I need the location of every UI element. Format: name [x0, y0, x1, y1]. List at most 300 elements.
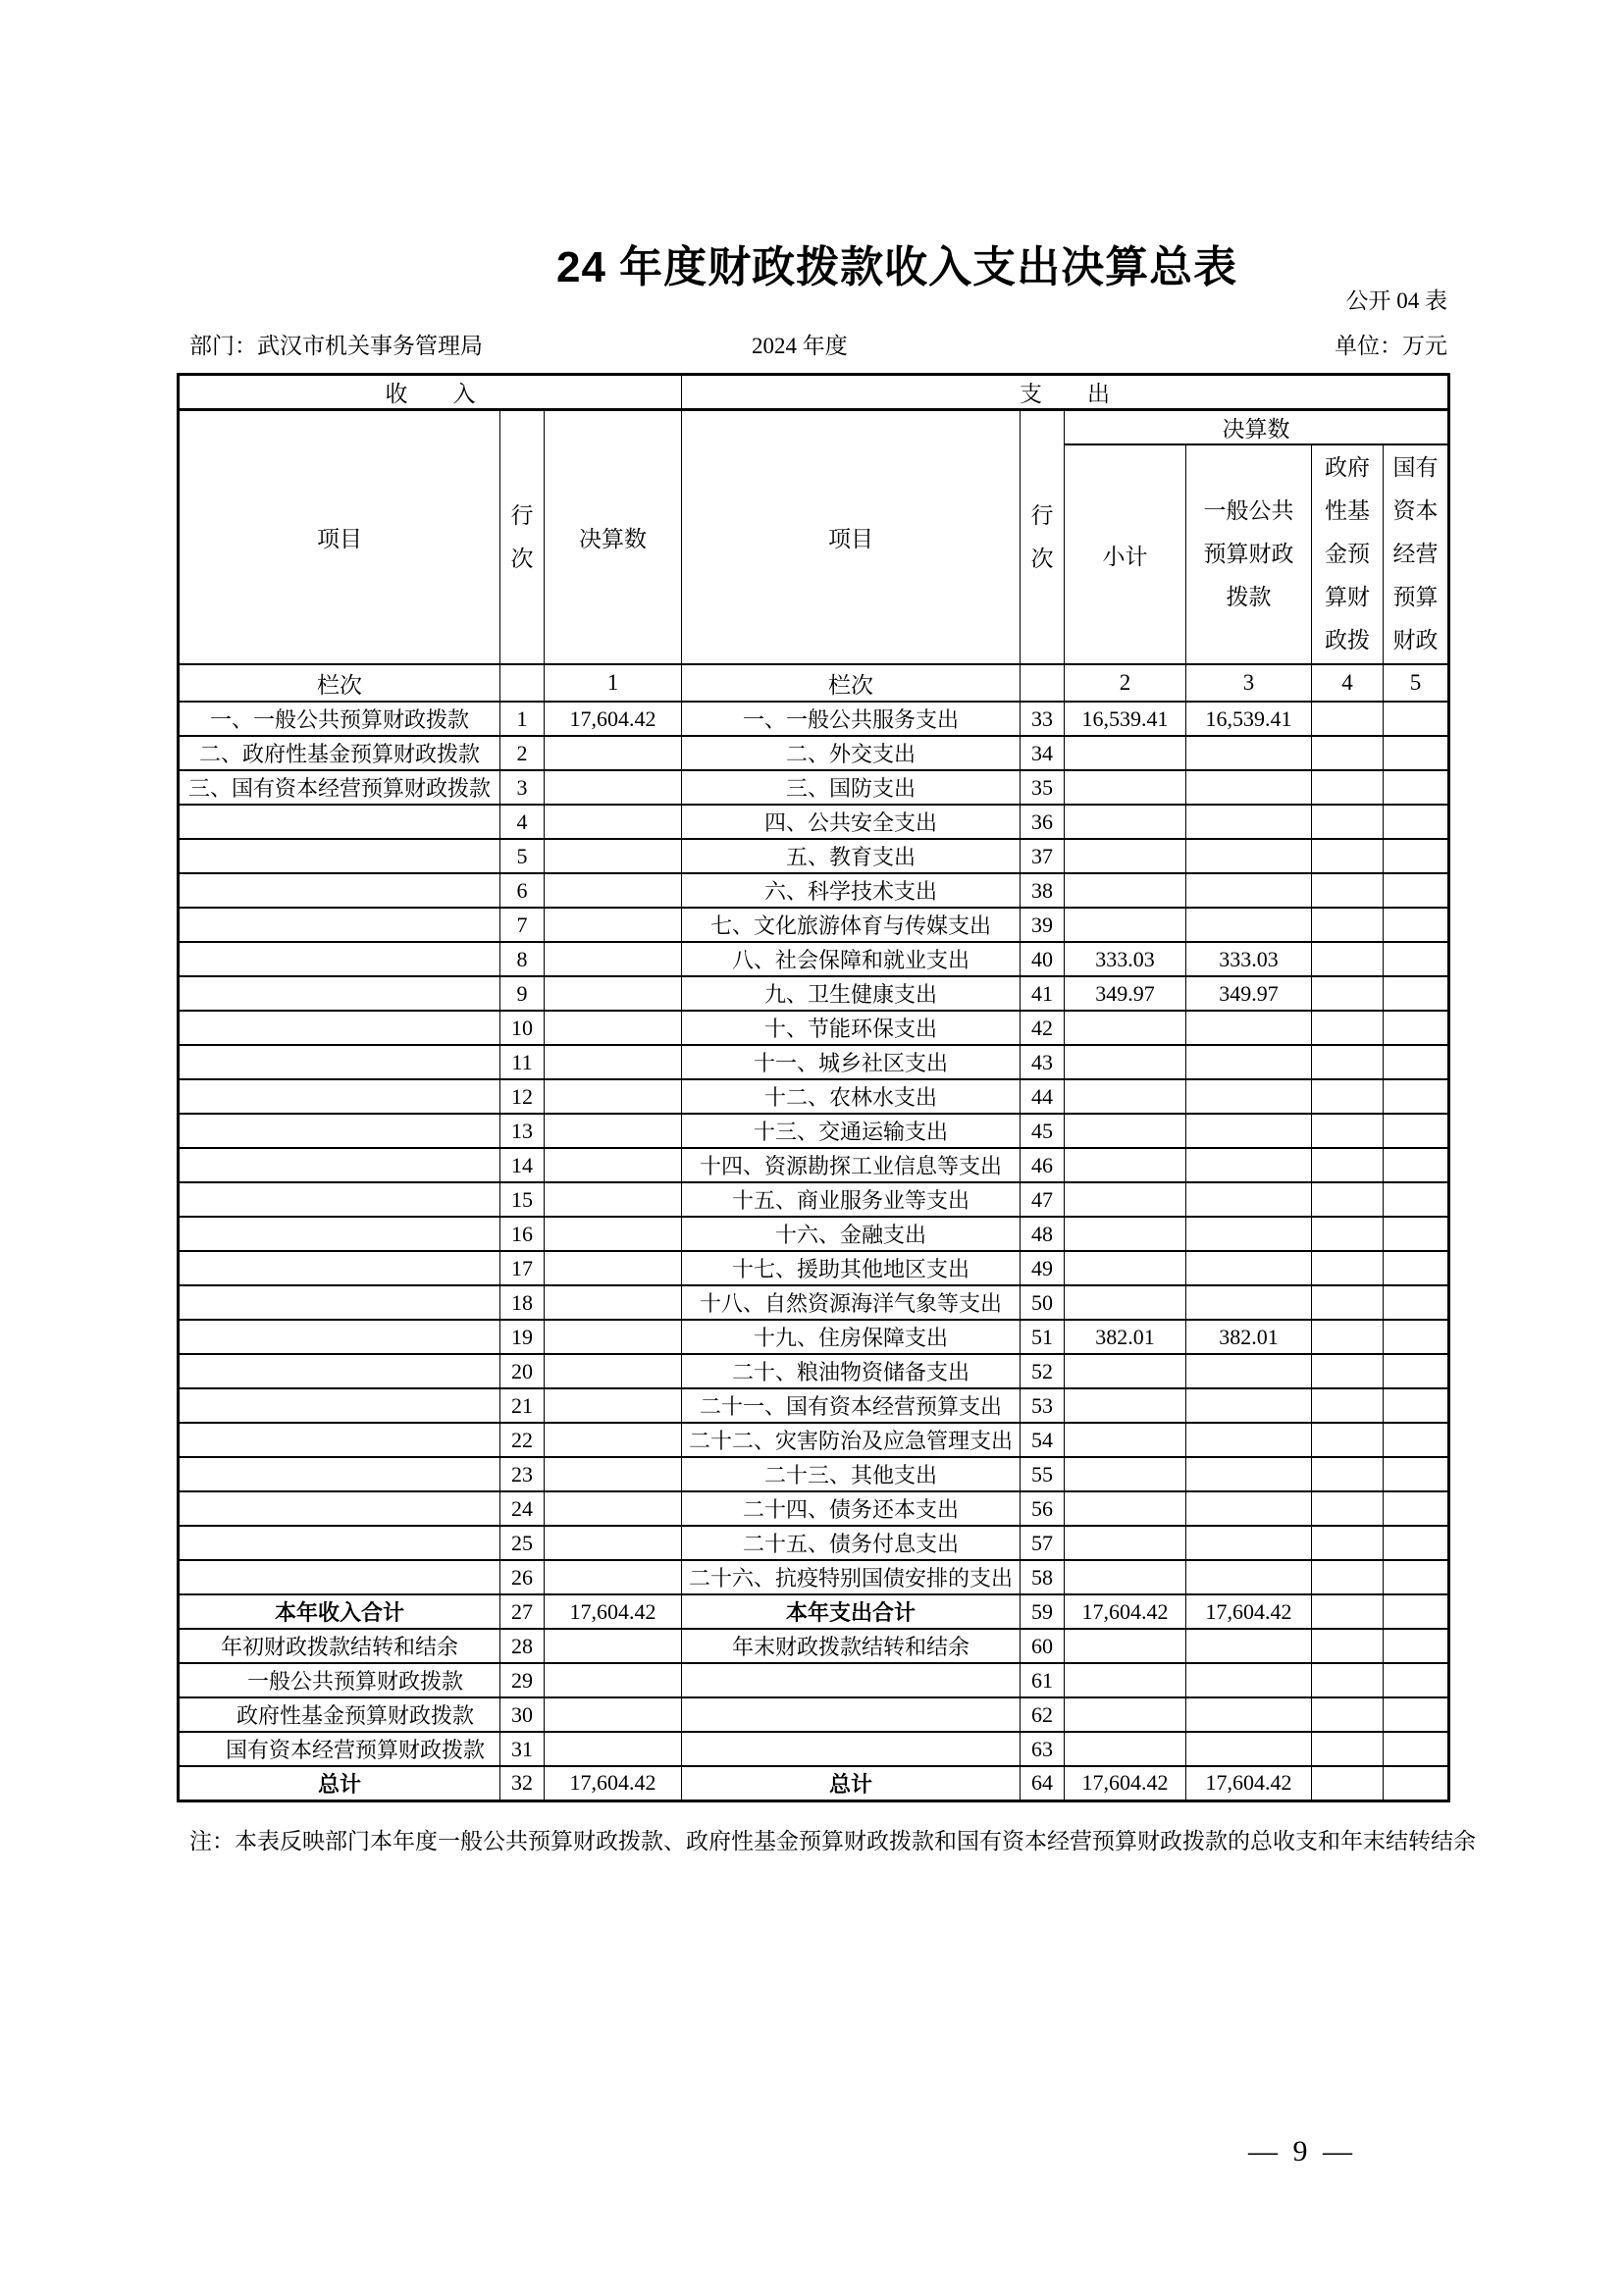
- expense-rowno-cell: 61: [1021, 1663, 1065, 1697]
- income-rowno-cell: 26: [500, 1560, 545, 1594]
- expense-rowno-cell: 38: [1021, 873, 1065, 908]
- general-budget-cell: [1186, 770, 1312, 805]
- subtotal-cell: [1065, 770, 1186, 805]
- fiscal-year-label: 2024 年度: [752, 334, 848, 358]
- state-capital-cell: [1384, 942, 1449, 976]
- table-row: [179, 1491, 1449, 1526]
- state-capital-cell: [1384, 1388, 1449, 1423]
- income-amount-cell: [545, 1388, 682, 1423]
- subtotal-cell: [1065, 1114, 1186, 1148]
- income-item-cell: 国有资本经营预算财政拨款: [179, 1732, 500, 1766]
- subtotal-cell: [1065, 1423, 1186, 1457]
- income-rowno-cell: 32: [500, 1766, 545, 1800]
- state-capital-cell: [1384, 1114, 1449, 1148]
- income-rowno-cell: 17: [500, 1251, 545, 1285]
- income-rowno-cell: 10: [500, 1011, 545, 1045]
- income-amount-cell: [545, 1285, 682, 1320]
- section-header-row: [179, 375, 1449, 410]
- gov-fund-cell: [1312, 1423, 1384, 1457]
- table-row: [179, 1182, 1449, 1217]
- subtotal-cell: [1065, 908, 1186, 942]
- table-row: [179, 1457, 1449, 1491]
- income-item-cell: 本年收入合计: [179, 1594, 500, 1629]
- subtotal-cell: 16,539.41: [1065, 702, 1186, 736]
- blank-cell: [1021, 664, 1065, 702]
- income-rowno-cell: 8: [500, 942, 545, 976]
- income-amount-cell: [545, 976, 682, 1011]
- subtotal-cell: [1065, 1491, 1186, 1526]
- expense-item-cell: 二、外交支出: [682, 736, 1021, 770]
- income-amount-cell: [545, 1560, 682, 1594]
- income-amount-cell: [545, 1732, 682, 1766]
- expense-rowno-cell: 55: [1021, 1457, 1065, 1491]
- expense-item-cell: 八、社会保障和就业支出: [682, 942, 1021, 976]
- general-budget-cell: [1186, 1697, 1312, 1732]
- table-row: [179, 1526, 1449, 1560]
- income-item-cell: [179, 805, 500, 839]
- table-row: [179, 1629, 1449, 1663]
- general-budget-cell: 17,604.42: [1186, 1766, 1312, 1800]
- income-rowno-header: 行次: [500, 410, 545, 665]
- expense-item-cell: 本年支出合计: [682, 1594, 1021, 1629]
- expense-item-cell: [682, 1697, 1021, 1732]
- fiscal-summary-table: [177, 373, 1450, 1802]
- income-item-cell: [179, 1526, 500, 1560]
- state-capital-cell: [1384, 908, 1449, 942]
- gov-fund-cell: [1312, 1251, 1384, 1285]
- expense-rowno-cell: 34: [1021, 736, 1065, 770]
- footnote: 注：本表反映部门本年度一般公共预算财政拨款、政府性基金预算财政拨款和国有资本经营预算财政拨款的总收支和年末结转结余: [189, 1829, 1476, 1853]
- income-item-cell: [179, 1560, 500, 1594]
- income-item-cell: [179, 976, 500, 1011]
- subtotal-cell: 349.97: [1065, 976, 1186, 1011]
- expense-rowno-cell: 47: [1021, 1182, 1065, 1217]
- income-rowno-cell: 6: [500, 873, 545, 908]
- income-rowno-cell: 16: [500, 1217, 545, 1251]
- income-item-cell: [179, 1388, 500, 1423]
- income-item-cell: [179, 839, 500, 873]
- expense-rowno-cell: 33: [1021, 702, 1065, 736]
- subtotal-cell: [1065, 1354, 1186, 1388]
- general-budget-cell: [1186, 1045, 1312, 1079]
- table-header-block: [179, 375, 1449, 703]
- subtotal-cell: [1065, 839, 1186, 873]
- gov-fund-cell: [1312, 1182, 1384, 1217]
- gov-fund-cell: [1312, 1114, 1384, 1148]
- income-rowno-cell: 3: [500, 770, 545, 805]
- income-rowno-cell: 27: [500, 1594, 545, 1629]
- subtotal-cell: [1065, 1732, 1186, 1766]
- expense-rowno-cell: 50: [1021, 1285, 1065, 1320]
- general-budget-cell: [1186, 1423, 1312, 1457]
- expense-rowno-cell: 45: [1021, 1114, 1065, 1148]
- state-capital-cell: [1384, 1320, 1449, 1354]
- table-row: [179, 1251, 1449, 1285]
- income-rowno-cell: 7: [500, 908, 545, 942]
- expense-item-cell: [682, 1732, 1021, 1766]
- income-rowno-cell: 31: [500, 1732, 545, 1766]
- expense-item-cell: 十八、自然资源海洋气象等支出: [682, 1285, 1021, 1320]
- expense-item-cell: 二十、粮油物资储备支出: [682, 1354, 1021, 1388]
- expense-item-cell: 五、教育支出: [682, 839, 1021, 873]
- expense-final-group-header: 决算数: [1065, 410, 1449, 445]
- table-row: [179, 1320, 1449, 1354]
- general-budget-cell: 333.03: [1186, 942, 1312, 976]
- expense-rowno-cell: 35: [1021, 770, 1065, 805]
- table-row: [179, 1423, 1449, 1457]
- expense-rowno-cell: 39: [1021, 908, 1065, 942]
- gov-fund-cell: [1312, 1148, 1384, 1182]
- income-rowno-cell: 21: [500, 1388, 545, 1423]
- state-capital-cell: [1384, 1423, 1449, 1457]
- state-capital-cell: [1384, 1663, 1449, 1697]
- gov-fund-cell: [1312, 1663, 1384, 1697]
- income-item-cell: 年初财政拨款结转和结余: [179, 1629, 500, 1663]
- income-amount-cell: [545, 1491, 682, 1526]
- expense-item-cell: 十二、农林水支出: [682, 1079, 1021, 1114]
- general-budget-cell: [1186, 1217, 1312, 1251]
- state-capital-cell: [1384, 702, 1449, 736]
- income-item-cell: [179, 942, 500, 976]
- table-row: [179, 1045, 1449, 1079]
- table-row: [179, 1766, 1449, 1800]
- income-item-cell: [179, 1182, 500, 1217]
- general-budget-cell: [1186, 1079, 1312, 1114]
- expense-item-cell: 十七、援助其他地区支出: [682, 1251, 1021, 1285]
- general-budget-cell: [1186, 1732, 1312, 1766]
- expense-rowno-header: 行次: [1021, 410, 1065, 665]
- expense-rowno-cell: 62: [1021, 1697, 1065, 1732]
- income-amount-cell: 17,604.42: [545, 1594, 682, 1629]
- income-item-cell: 政府性基金预算财政拨款: [179, 1697, 500, 1732]
- income-item-cell: 一、一般公共预算财政拨款: [179, 702, 500, 736]
- expense-item-cell: 十、节能环保支出: [682, 1011, 1021, 1045]
- income-item-cell: [179, 1320, 500, 1354]
- subtotal-cell: [1065, 1388, 1186, 1423]
- subtotal-cell: 17,604.42: [1065, 1766, 1186, 1800]
- income-item-cell: [179, 1079, 500, 1114]
- general-budget-cell: [1186, 805, 1312, 839]
- expense-item-cell: 二十六、抗疫特别国债安排的支出: [682, 1560, 1021, 1594]
- gov-fund-cell: [1312, 1766, 1384, 1800]
- income-rowno-cell: 2: [500, 736, 545, 770]
- table-row: [179, 976, 1449, 1011]
- expense-item-cell: 七、文化旅游体育与传媒支出: [682, 908, 1021, 942]
- general-budget-header: 一般公共预算财政拨款: [1186, 444, 1312, 664]
- income-rowno-cell: 1: [500, 702, 545, 736]
- expense-item-header: 项目: [682, 410, 1021, 665]
- gov-fund-cell: [1312, 976, 1384, 1011]
- table-row: [179, 873, 1449, 908]
- income-rowno-cell: 13: [500, 1114, 545, 1148]
- general-budget-cell: [1186, 1629, 1312, 1663]
- expense-item-cell: 二十四、债务还本支出: [682, 1491, 1021, 1526]
- income-amount-cell: [545, 908, 682, 942]
- state-capital-cell: [1384, 1629, 1449, 1663]
- state-capital-cell: [1384, 1457, 1449, 1491]
- expense-item-cell: 四、公共安全支出: [682, 805, 1021, 839]
- income-amount-cell: [545, 1354, 682, 1388]
- general-budget-cell: 16,539.41: [1186, 702, 1312, 736]
- state-capital-cell: [1384, 805, 1449, 839]
- gov-fund-cell: [1312, 1594, 1384, 1629]
- income-amount-cell: [545, 1182, 682, 1217]
- subtotal-cell: [1065, 1560, 1186, 1594]
- subtotal-cell: [1065, 736, 1186, 770]
- state-capital-cell: [1384, 1217, 1449, 1251]
- unit-label: 单位：万元: [1335, 334, 1447, 358]
- subtotal-cell: [1065, 1697, 1186, 1732]
- expense-item-cell: [682, 1663, 1021, 1697]
- table-code: 公开 04 表: [1345, 288, 1447, 313]
- income-amount-cell: [545, 1217, 682, 1251]
- expense-rowno-cell: 44: [1021, 1079, 1065, 1114]
- general-budget-cell: [1186, 908, 1312, 942]
- column-index-row: [179, 664, 1449, 702]
- general-budget-cell: [1186, 1148, 1312, 1182]
- general-budget-cell: [1186, 1285, 1312, 1320]
- gov-fund-cell: [1312, 1354, 1384, 1388]
- state-capital-cell: [1384, 1491, 1449, 1526]
- gov-fund-cell: [1312, 1045, 1384, 1079]
- income-item-cell: [179, 1457, 500, 1491]
- expense-rowno-cell: 48: [1021, 1217, 1065, 1251]
- income-rowno-cell: 18: [500, 1285, 545, 1320]
- state-capital-cell: [1384, 1251, 1449, 1285]
- gov-fund-cell: [1312, 1217, 1384, 1251]
- income-amount-cell: [545, 1251, 682, 1285]
- general-budget-cell: [1186, 1182, 1312, 1217]
- gov-fund-cell: [1312, 770, 1384, 805]
- general-budget-cell: 17,604.42: [1186, 1594, 1312, 1629]
- income-rowno-cell: 23: [500, 1457, 545, 1491]
- table-row: [179, 1663, 1449, 1697]
- expense-item-cell: 三、国防支出: [682, 770, 1021, 805]
- expense-rowno-cell: 53: [1021, 1388, 1065, 1423]
- general-budget-cell: [1186, 839, 1312, 873]
- general-col-index: 3: [1186, 664, 1312, 702]
- income-rowno-cell: 11: [500, 1045, 545, 1079]
- expense-rowno-cell: 51: [1021, 1320, 1065, 1354]
- gov-fund-cell: [1312, 1457, 1384, 1491]
- subtotal-cell: [1065, 1217, 1186, 1251]
- table-row: [179, 702, 1449, 736]
- income-amount-cell: [545, 770, 682, 805]
- income-amount-cell: [545, 1148, 682, 1182]
- state-capital-cell: [1384, 1697, 1449, 1732]
- expense-item-cell: 九、卫生健康支出: [682, 976, 1021, 1011]
- income-amount-cell: 17,604.42: [545, 702, 682, 736]
- expense-item-cell: 十五、商业服务业等支出: [682, 1182, 1021, 1217]
- income-item-cell: [179, 1217, 500, 1251]
- gov-fund-cell: [1312, 1285, 1384, 1320]
- income-amount-cell: [545, 1320, 682, 1354]
- gov-fund-cell: [1312, 1079, 1384, 1114]
- income-amount-cell: [545, 1045, 682, 1079]
- state-capital-cell: [1384, 839, 1449, 873]
- expense-item-cell: 二十二、灾害防治及应急管理支出: [682, 1423, 1021, 1457]
- govfund-col-index: 4: [1312, 664, 1384, 702]
- general-budget-cell: [1186, 873, 1312, 908]
- income-amount-cell: [545, 1629, 682, 1663]
- gov-fund-cell: [1312, 702, 1384, 736]
- gov-fund-cell: [1312, 1011, 1384, 1045]
- income-lanci-label: 栏次: [179, 664, 500, 702]
- subtotal-cell: [1065, 1663, 1186, 1697]
- income-section-header: 收 入: [179, 375, 682, 410]
- income-rowno-cell: 24: [500, 1491, 545, 1526]
- subtotal-cell: 333.03: [1065, 942, 1186, 976]
- table-row: [179, 1148, 1449, 1182]
- gov-fund-cell: [1312, 839, 1384, 873]
- subtotal-cell: [1065, 1285, 1186, 1320]
- gov-fund-cell: [1312, 1732, 1384, 1766]
- gov-fund-header: 政府性基金预算财政拨: [1312, 444, 1384, 664]
- general-budget-cell: [1186, 1526, 1312, 1560]
- income-item-cell: [179, 873, 500, 908]
- income-final-header: 决算数: [545, 410, 682, 665]
- state-capital-cell: [1384, 1182, 1449, 1217]
- page-title: 24 年度财政拨款收入支出决算总表: [556, 243, 1238, 291]
- income-item-cell: [179, 1011, 500, 1045]
- subtotal-cell: [1065, 1182, 1186, 1217]
- income-amount-cell: [545, 839, 682, 873]
- income-rowno-cell: 25: [500, 1526, 545, 1560]
- state-capital-cell: [1384, 1011, 1449, 1045]
- table-row: [179, 1697, 1449, 1732]
- subtotal-cell: [1065, 1079, 1186, 1114]
- state-capital-header: 国有资本经营预算财政: [1384, 444, 1449, 664]
- table-row: [179, 1114, 1449, 1148]
- general-budget-cell: [1186, 1491, 1312, 1526]
- state-capital-cell: [1384, 1285, 1449, 1320]
- income-item-cell: 一般公共预算财政拨款: [179, 1663, 500, 1697]
- table-row: [179, 1388, 1449, 1423]
- income-rowno-cell: 28: [500, 1629, 545, 1663]
- table-row: [179, 1285, 1449, 1320]
- income-item-header: 项目: [179, 410, 500, 665]
- table-row: [179, 1594, 1449, 1629]
- subtotal-header: 小计: [1065, 444, 1186, 664]
- income-item-cell: 二、政府性基金预算财政拨款: [179, 736, 500, 770]
- column-header-row-upper: [179, 410, 1449, 445]
- general-budget-cell: 349.97: [1186, 976, 1312, 1011]
- income-item-cell: [179, 1354, 500, 1388]
- gov-fund-cell: [1312, 908, 1384, 942]
- expense-item-cell: 二十一、国有资本经营预算支出: [682, 1388, 1021, 1423]
- income-item-cell: [179, 1423, 500, 1457]
- income-item-cell: [179, 1045, 500, 1079]
- expense-section-header: 支 出: [682, 375, 1449, 410]
- gov-fund-cell: [1312, 1526, 1384, 1560]
- income-amount-cell: [545, 873, 682, 908]
- expense-rowno-cell: 43: [1021, 1045, 1065, 1079]
- table-row: [179, 1011, 1449, 1045]
- income-item-cell: [179, 1148, 500, 1182]
- income-item-cell: [179, 1285, 500, 1320]
- income-amount-cell: [545, 1526, 682, 1560]
- expense-rowno-cell: 37: [1021, 839, 1065, 873]
- expense-item-cell: 十四、资源勘探工业信息等支出: [682, 1148, 1021, 1182]
- table-row: [179, 839, 1449, 873]
- state-capital-cell: [1384, 736, 1449, 770]
- general-budget-cell: 382.01: [1186, 1320, 1312, 1354]
- expense-item-cell: 总计: [682, 1766, 1021, 1800]
- state-capital-cell: [1384, 1732, 1449, 1766]
- table-row: [179, 1217, 1449, 1251]
- expense-rowno-cell: 46: [1021, 1148, 1065, 1182]
- expense-rowno-cell: 60: [1021, 1629, 1065, 1663]
- table-row: [179, 1079, 1449, 1114]
- expense-item-cell: 十三、交通运输支出: [682, 1114, 1021, 1148]
- state-capital-cell: [1384, 976, 1449, 1011]
- general-budget-cell: [1186, 1354, 1312, 1388]
- expense-item-cell: 二十五、债务付息支出: [682, 1526, 1021, 1560]
- page-number: — 9 —: [1248, 2135, 1356, 2167]
- table-row: [179, 1560, 1449, 1594]
- income-amount-cell: [545, 1423, 682, 1457]
- gov-fund-cell: [1312, 736, 1384, 770]
- expense-rowno-cell: 42: [1021, 1011, 1065, 1045]
- subtotal-col-index: 2: [1065, 664, 1186, 702]
- table-row: [179, 942, 1449, 976]
- income-rowno-cell: 29: [500, 1663, 545, 1697]
- state-capital-cell: [1384, 1560, 1449, 1594]
- subtotal-cell: 17,604.42: [1065, 1594, 1186, 1629]
- income-amount-cell: 17,604.42: [545, 1766, 682, 1800]
- state-capital-cell: [1384, 1045, 1449, 1079]
- general-budget-cell: [1186, 1663, 1312, 1697]
- income-amount-cell: [545, 1114, 682, 1148]
- income-item-cell: [179, 1114, 500, 1148]
- expense-rowno-cell: 40: [1021, 942, 1065, 976]
- gov-fund-cell: [1312, 1697, 1384, 1732]
- gov-fund-cell: [1312, 805, 1384, 839]
- subtotal-cell: [1065, 1629, 1186, 1663]
- expense-item-cell: 年末财政拨款结转和结余: [682, 1629, 1021, 1663]
- statecap-col-index: 5: [1384, 664, 1449, 702]
- expense-rowno-cell: 57: [1021, 1526, 1065, 1560]
- table-row: [179, 770, 1449, 805]
- table-body: [179, 702, 1449, 1800]
- income-rowno-cell: 20: [500, 1354, 545, 1388]
- income-amount-cell: [545, 1011, 682, 1045]
- subtotal-cell: [1065, 1251, 1186, 1285]
- subtotal-cell: [1065, 1457, 1186, 1491]
- gov-fund-cell: [1312, 1491, 1384, 1526]
- income-rowno-cell: 4: [500, 805, 545, 839]
- general-budget-cell: [1186, 1114, 1312, 1148]
- gov-fund-cell: [1312, 873, 1384, 908]
- income-rowno-cell: 12: [500, 1079, 545, 1114]
- subtotal-cell: [1065, 805, 1186, 839]
- subtotal-cell: [1065, 1148, 1186, 1182]
- expense-rowno-cell: 58: [1021, 1560, 1065, 1594]
- income-col-index: 1: [545, 664, 682, 702]
- subtotal-cell: [1065, 1011, 1186, 1045]
- blank-cell: [500, 664, 545, 702]
- table-row: [179, 908, 1449, 942]
- expense-rowno-cell: 64: [1021, 1766, 1065, 1800]
- gov-fund-cell: [1312, 1388, 1384, 1423]
- expense-rowno-cell: 54: [1021, 1423, 1065, 1457]
- state-capital-cell: [1384, 1354, 1449, 1388]
- expense-item-cell: 一、一般公共服务支出: [682, 702, 1021, 736]
- expense-rowno-cell: 59: [1021, 1594, 1065, 1629]
- gov-fund-cell: [1312, 942, 1384, 976]
- income-amount-cell: [545, 1457, 682, 1491]
- general-budget-cell: [1186, 1388, 1312, 1423]
